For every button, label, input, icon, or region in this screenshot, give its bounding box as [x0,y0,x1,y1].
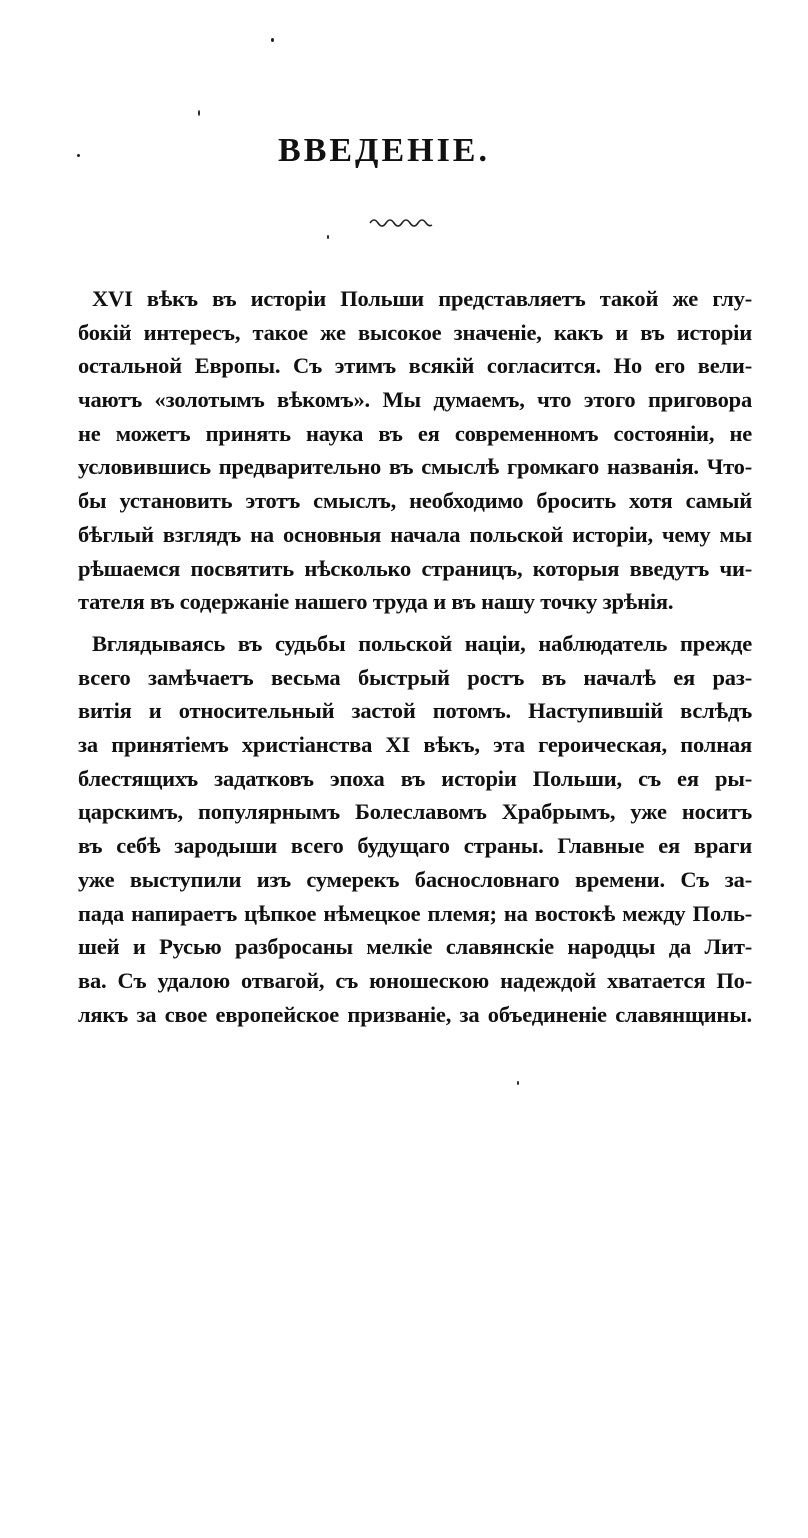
text-line: бѣглый взглядъ на основныя начала польской исторіи, чему мы [78,521,752,547]
text-line: не можетъ принять наука въ ея современномъ состояніи, не [78,420,752,446]
text-line: пада напираетъ цѣпкое нѣмецкое племя; на востокѣ между Поль- [78,900,752,926]
text-line: Вглядываясь въ судьбы польской націи, наблюдатель прежде [92,631,752,656]
scan-speck [271,38,274,42]
text-line: всего замѣчаетъ весьма быстрый ростъ въ началѣ ея раз- [78,664,752,690]
text-line: тателя въ содержаніе нашего труда и въ нашу точку зрѣнія. [78,589,674,615]
ornament-divider-icon [368,214,436,228]
text-line: бы установить этотъ смыслъ, необходимо бросить хотя самый [78,488,752,514]
paragraph-1 [78,282,752,619]
text-line: уже выступили изъ сумерекъ баснословнаго времени. Съ за- [78,866,752,892]
scan-speck [327,235,329,239]
text-line: чаютъ «золотымъ вѣкомъ». Мы думаемъ, что этого приговора [78,387,752,413]
text-line: шей и Русью разбросаны мелкіе славянскіе народцы да Лит- [78,934,752,960]
text-line: витія и относительный застой потомъ. Наступившій вслѣдъ [78,698,752,724]
text-line: въ себѣ зародыши всего будущаго страны. Главные ея враги [78,833,752,859]
text-line: за принятіемъ христіанства XI вѣкъ, эта героическая, полная [78,732,752,758]
text-line: блестящихъ задатковъ эпоха въ исторіи Польши, съ ея ры- [78,765,752,791]
text-line: остальной Европы. Съ этимъ всякій согласится. Но его вели- [78,353,752,379]
page-title [0,132,808,170]
text-line: рѣшаемся посвятить нѣсколько страницъ, которыя введутъ чи- [78,555,752,581]
paragraph-2 [78,627,752,1031]
scan-speck [517,1081,519,1085]
scan-speck [198,110,200,116]
text-line: лякъ за свое европейское призваніе, за объединеніе славянщины. [78,1001,752,1027]
text-line: XVI вѣкъ въ исторіи Польши представляетъ такой же глу- [92,286,752,311]
text-line: бокій интересъ, такое же высокое значеніе, какъ и въ исторіи [78,319,752,345]
page-title-text: ВВЕДЕНІЕ. [278,132,490,169]
text-line: царскимъ, популярнымъ Болеславомъ Храбрымъ, уже носитъ [78,799,752,825]
text-line: ва. Съ удалою отвагой, съ юношескою надеждой хватается По- [78,967,752,993]
text-line: условившись предварительно въ смыслѣ громкаго названія. Что- [78,454,752,480]
